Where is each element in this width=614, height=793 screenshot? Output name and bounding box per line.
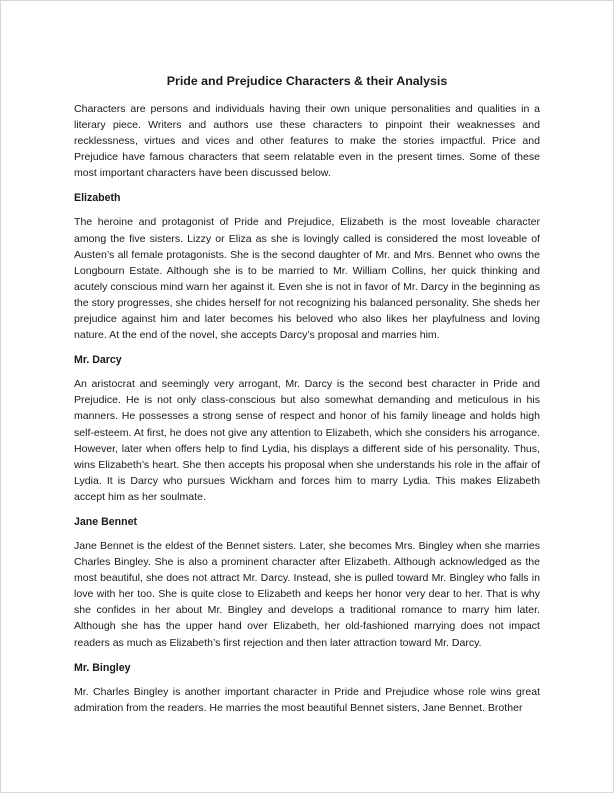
intro-paragraph: Characters are persons and individuals having their own unique personalities and qualities in a literary piece. Writers and authors use these characters to pinpoint their weaknesses and recklessness, virtues and vices and other features to make the stories impactful. Price and Prejudice have famous characters that seem relatable even in the present times. Some of these most important characters have been discussed below. xyxy=(74,103,540,180)
section-body-jane-bennet: Jane Bennet is the eldest of the Bennet sisters. Later, she becomes Mrs. Bingley when she marries Charles Bingley. She is also a prominent character after Elizabeth. Although acknowledged as the most beautiful, she does not attract Mr. Darcy. Instead, she is pulled toward Mr. Bingley who falls in love with her too. She is quite close to Elizabeth and keeps her honor very dear to her. That is why she confides in her about Mr. Bingley and develops a traditional romance to marry him later. Although she has the upper hand over Elizabeth, her old-fashioned marrying does not impact readers as much as Elizabeth’s first rejection and then later attraction toward Mr. Darcy. xyxy=(74,539,540,649)
section-heading-mr-darcy: Mr. Darcy xyxy=(74,354,122,367)
section-heading-jane-bennet: Jane Bennet xyxy=(74,515,137,528)
section-body-mr-darcy: An aristocrat and seemingly very arrogant, Mr. Darcy is the second best character in Pride and Prejudice. He is not only class-conscious but also somewhat demanding and meticulous in his manners. He possesses a strong sense of respect and honor of his family lineage and holds high self-esteem. At first, he does not give any attention to Elizabeth, which she considers his arrogance. However, later when offers help to find Lydia, his displays a different side of his personality. Thus, wins Elizabeth’s heart. She then accepts his proposal when she understands his role in the affair of Lydia. It is Darcy who pursues Wickham and forces him to marry Lydia. This makes Elizabeth accept him as her soulmate. xyxy=(74,378,540,503)
section-heading-mr-bingley: Mr. Bingley xyxy=(74,661,131,674)
document-title: Pride and Prejudice Characters & their Analysis xyxy=(166,74,448,88)
section-body-elizabeth: The heroine and protagonist of Pride and Prejudice, Elizabeth is the most loveable character among the five sisters. Lizzy or Eliza as she is lovingly called is considered the most loveable of Austen’s all female protagonists. She is the second daughter of Mr. and Mrs. Bennet who owns the Longbourn Estate. Although she is to be married to Mr. William Collins, her quick thinking and acutely conscious mind warn her against it. Even she is not in favor of Mr. Darcy in the beginning as the story progresses, she chides herself for not recognizing his balanced personality. She sheds her prejudice against him and later becomes his beloved who also likes her playfulness and loving nature. At the end of the novel, she accepts Darcy’s proposal and marries him. xyxy=(74,216,540,342)
section-body-mr-bingley: Mr. Charles Bingley is another important character in Pride and Prejudice whose role wins great admiration from the readers. He marries the most beautiful Bennet sisters, Jane Bennet. Brother xyxy=(74,685,540,714)
section-heading-elizabeth: Elizabeth xyxy=(74,192,121,205)
